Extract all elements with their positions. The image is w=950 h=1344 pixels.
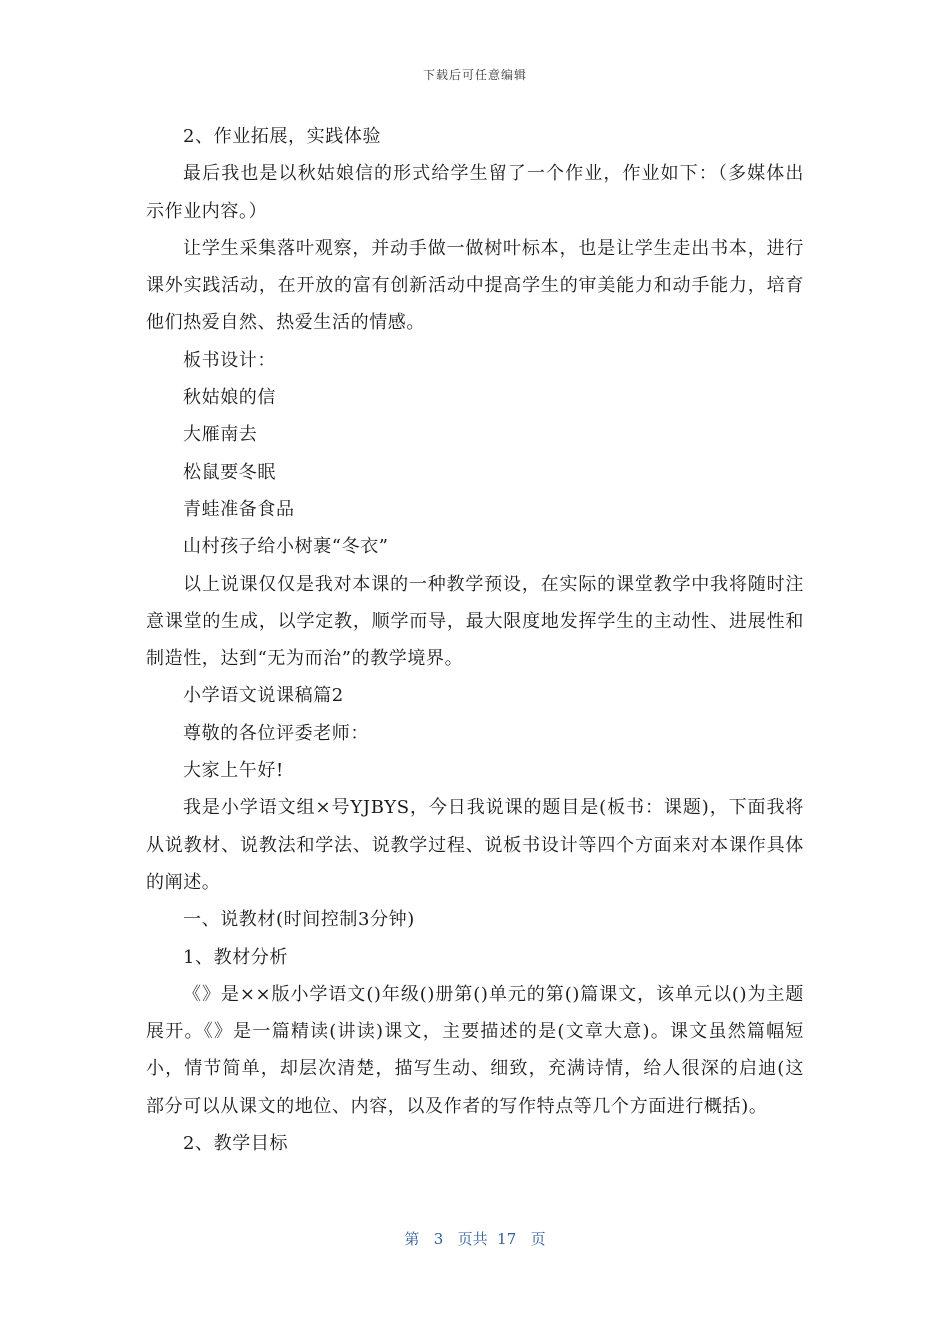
page-footer — [0, 1228, 950, 1249]
body-paragraph: 让学生采集落叶观察，并动手做一做树叶标本，也是让学生走出书本，进行课外实践活动，在开放的富有创新活动中提高学生的审美能力和动手能力，培育他们热爱自然、热爱生活的情感。 — [146, 237, 804, 334]
board-design-line: 松鼠要冬眠 — [183, 461, 276, 483]
section-heading: 2、教学目标 — [183, 1133, 289, 1155]
section-heading: 1、教材分析 — [183, 946, 289, 968]
body-paragraph: 最后我也是以秋姑娘信的形式给学生留了一个作业，作业如下：（多媒体出示作业内容。） — [146, 163, 804, 222]
section-heading: 一、说教材(时间控制3分钟) — [183, 909, 415, 931]
salutation: 尊敬的各位评委老师： — [183, 722, 369, 744]
page-mid-label: 页共 — [457, 1230, 488, 1248]
body-paragraph: 以上说课仅仅是我对本课的一种教学预设，在实际的课堂教学中我将随时注意课堂的生成，以学定教，顺学而导，最大限度地发挥学生的主动性、进展性和制造性，达到“无为而治”的教学境界。 — [146, 573, 804, 670]
section-heading: 板书设计： — [183, 349, 276, 371]
total-pages: 17 — [497, 1230, 517, 1248]
board-design-line: 大雁南去 — [183, 424, 258, 446]
board-design-line: 山村孩子给小树裹“冬衣” — [183, 536, 389, 558]
board-design-line: 秋姑娘的信 — [183, 387, 276, 409]
document-body — [146, 118, 804, 1162]
page-header: 下载后可任意编辑 — [422, 68, 527, 82]
page-label: 第 — [404, 1230, 420, 1248]
page-end-label: 页 — [530, 1230, 546, 1248]
board-design-line: 青蛙准备食品 — [183, 498, 295, 520]
body-paragraph: 我是小学语文组×号YJBYS，今日我说课的题目是(板书：课题)，下面我将从说教材、说教法和学法、说教学过程、说板书设计等四个方面来对本课作具体的阐述。 — [146, 797, 804, 893]
greeting: 大家上午好! — [183, 760, 284, 782]
body-paragraph: 《》是××版小学语文()年级()册第()单元的第()篇课文，该单元以()为主题展开。《》是一篇精读(讲读)课文，主要描述的是(文章大意)。课文虽然篇幅短小，情节简单，却层次清楚，描写生动、细致，充满诗情，给人很深的启迪(这部分可以从课文的地位、内容，以及作者的写作特点等几个方面进行概括)。 — [146, 983, 804, 1117]
section-heading: 2、作业拓展，实践体验 — [183, 126, 382, 147]
page-number: 3 — [433, 1230, 444, 1248]
article-title: 小学语文说课稿篇2 — [183, 685, 344, 707]
